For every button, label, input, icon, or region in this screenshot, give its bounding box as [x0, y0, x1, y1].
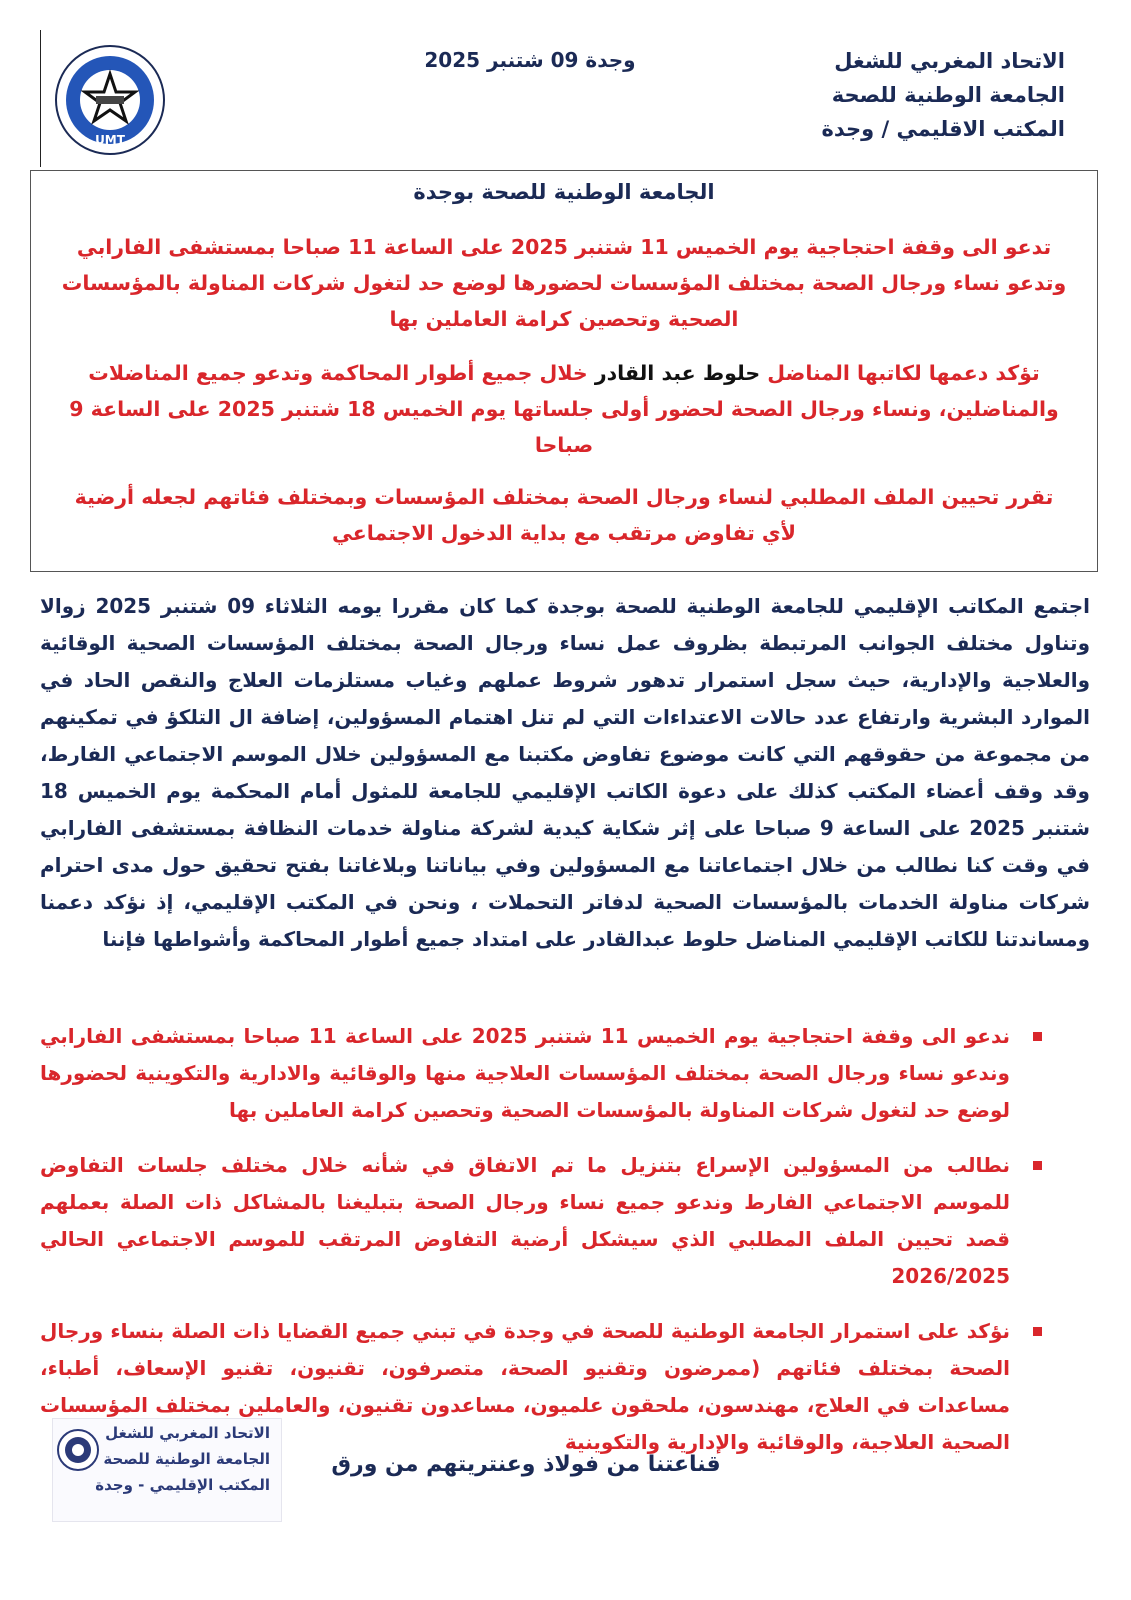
stamp-line: الاتحاد المغربي للشغل	[105, 1424, 270, 1442]
list-item	[40, 1018, 1050, 1129]
resolutions-list	[40, 1018, 1050, 1479]
bullet-square-icon	[1033, 1161, 1042, 1170]
bullet-square-icon	[1033, 1032, 1042, 1041]
stamp-line: الجامعة الوطنية للصحة	[103, 1450, 270, 1468]
support-text-end: خلال جميع أطوار المحاكمة وتدعو جميع المناضلات والمناضلين، ونساء ورجال الصحة لحضور أولى جلساتها يوم الخميس 18 شتنبر 2025 على الساعة 9 صباحا	[69, 361, 1059, 457]
org-name-line: الاتحاد المغربي للشغل	[834, 49, 1065, 73]
bullet-square-icon	[1033, 1327, 1042, 1336]
document-date: وجدة 09 شتنبر 2025	[424, 48, 636, 72]
announcement-demands-update: تقرر تحيين الملف المطلبي لنساء ورجال الصحة بمختلف المؤسسات وبمختلف فئاتهم لجعله أرضية لأي تفاوض مرتقب مع بداية الدخول الاجتماعي	[74, 485, 1054, 545]
stamp-text	[70, 1420, 270, 1498]
meeting-report-paragraph: اجتمع المكاتب الإقليمي للجامعة الوطنية للصحة بوجدة كما كان مقررا يومه الثلاثاء 09 شتنبر 2025 زوالا وتناول مختلف الجوانب المرتبطة بظروف عمل نساء ورجال الصحة بمختلف المؤسسات الصحية الوقائية والعلاجية والإدارية، حيث سجل استمرار تدهور شروط عملهم وغياب مستلزمات العلاج والنقص الحاد في الموارد البشرية وارتفاع عدد حالات الاعتداءات التي لم تنل اهتمام المسؤولين، إضافة ال التلكؤ في تمكينهم من مجموعة من حقوقهم التي كانت موضوع تفاوض مكتبنا مع المسؤولين خلال الموسم الاجتماعي الفارط، وقد وقف أعضاء المكتب كذلك على دعوة الكاتب الإقليمي للجامعة للمثول أمام المحكمة يوم الخميس 18 شتنبر 2025 على الساعة 9 صباحا على إثر شكاية كيدية لشركة مناولة خدمات النظافة بمستشفى الفارابي في وقت كنا نطالب من خلال اجتماعاتنا مع المسؤولين وفي بياناتنا وبلاغاتنا بفتح تحقيق حول مدى احترام شركات مناولة الخدمات بالمؤسسات الصحية لدفاتر التحملات ، ونحن في المكتب الإقليمي، إذ نؤكد دعمنا ومساندتنا للكاتب الإقليمي المناضل حلوط عبدالقادر على امتداد جميع أطوار المحاكمة وأشواطها فإننا	[40, 594, 1090, 951]
header-divider	[40, 30, 41, 167]
slogan: قناعتنا من فولاذ وعنتريتهم من ورق	[331, 1452, 721, 1477]
federation-name-line: الجامعة الوطنية للصحة	[831, 83, 1065, 107]
resolution-text: نؤكد على استمرار الجامعة الوطنية للصحة في وجدة في تبني جميع القضايا ذات الصلة بنساء ورجال الصحة بمختلف فئاتهم (ممرضون وتقنيو الصحة، متصرفون، تقنيون، تقنيو الإسعاف، أطباء، مساعدات في العلاج، مهندسون، ملحقون علميون، مساعدون تقنيون، والعاملين بمختلف المؤسسات الصحية العلاجية، والوقائية والإدارية والتكوينية	[40, 1319, 1010, 1454]
support-text-start: تؤكد دعمها لكاتبها المناضل	[767, 361, 1040, 385]
logo-text: UMT	[95, 133, 125, 147]
list-item	[40, 1147, 1050, 1295]
resolution-text: ندعو الى وقفة احتجاجية يوم الخميس 11 شتنبر 2025 على الساعة 11 صباحا بمستشفى الفارابي وندعو نساء ورجال الصحة بمختلف المؤسسات العلاجية منها والوقائية والادارية والتكوينية لحضورها لوضع حد لتغول شركات المناولة بالمؤسسات الصحية وتحصين كرامة العاملين بها	[40, 1024, 1011, 1122]
umt-logo-icon	[54, 44, 166, 156]
secretary-name: حلوط عبد القادر	[594, 361, 761, 385]
stamp-line: المكتب الإقليمي - وجدة	[95, 1476, 270, 1494]
organization-header	[745, 44, 1065, 146]
announcement-protest-call: تدعو الى وقفة احتجاجية يوم الخميس 11 شتنبر 2025 على الساعة 11 صباحا بمستشفى الفارابي وتدعو نساء ورجال الصحة بمختلف المؤسسات لحضورها لوضع حد لتغول شركات المناولة بالمؤسسات الصحية وتحصين كرامة العاملين بها	[61, 235, 1067, 331]
regional-office-line: المكتب الاقليمي / وجدة	[821, 117, 1065, 141]
announcement-box	[30, 170, 1098, 572]
announcement-title: الجامعة الوطنية للصحة بوجدة	[413, 180, 715, 204]
announcement-support-statement	[31, 355, 1097, 463]
resolution-text: نطالب من المسؤولين الإسراع بتنزيل ما تم الاتفاق في شأنه خلال مختلف جلسات التفاوض للموسم الاجتماعي الفارط وندعو جميع نساء ورجال الصحة بتبليغنا بالمشاكل ذات الصلة بعملهم قصد تحيين الملف المطلبي الذي سيشكل أرضية التفاوض المرتقب للموسم الاجتماعي الحالي 2026/2025	[40, 1153, 1010, 1288]
